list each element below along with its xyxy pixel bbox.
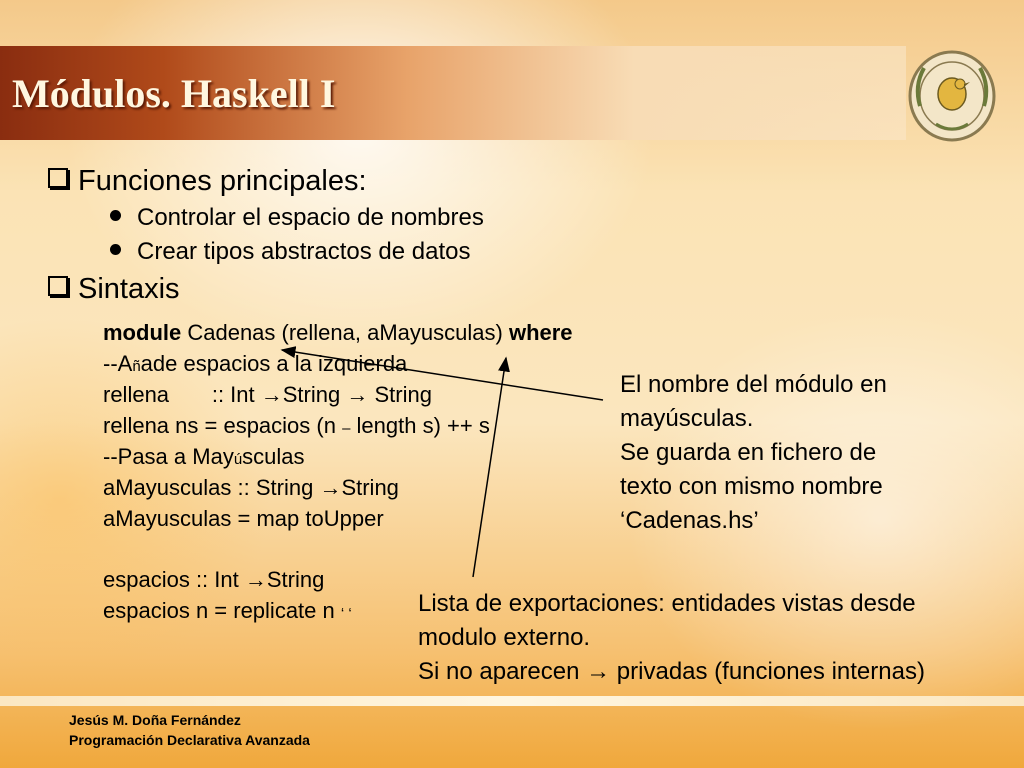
note-line: Lista de exportaciones: entidades vistas desde xyxy=(418,590,916,617)
slide-title: Módulos. Haskell I xyxy=(12,71,336,116)
keyword: where xyxy=(508,320,573,345)
code-text: String xyxy=(368,382,432,407)
code-text: – xyxy=(342,420,351,437)
footer-author: Jesús M. Doña Fernández xyxy=(69,712,241,728)
note-text: Si no aparecen xyxy=(418,658,587,685)
note-text: privadas (funciones internas) xyxy=(610,658,925,685)
code-text: String xyxy=(282,382,347,407)
code-text: Cadenas (rellena, aMayusculas) xyxy=(181,320,509,345)
arrow-to-module-name xyxy=(282,350,603,400)
bullet-text: Controlar el espacio de nombres xyxy=(137,204,484,231)
keyword: module xyxy=(103,320,182,345)
note-line: El nombre del módulo en xyxy=(620,371,887,398)
arrow-icon: → xyxy=(346,382,369,407)
code-text: aMayusculas :: String xyxy=(103,475,320,500)
section-funciones-label: Funciones principales: xyxy=(78,165,367,197)
code-text: --Pasa a May xyxy=(103,444,234,469)
code-text: rellena ns = espacios (n xyxy=(103,413,343,438)
bullet-text: Crear tipos abstractos de datos xyxy=(137,238,471,265)
code-text: ñ xyxy=(132,358,141,375)
code-text: --A xyxy=(103,351,133,376)
code-text: rellena :: Int xyxy=(103,382,261,407)
code-text: ú xyxy=(233,451,243,468)
note-line: modulo externo. xyxy=(418,624,591,651)
arrow-icon: → xyxy=(319,475,342,500)
note-line: mayúsculas. xyxy=(620,405,754,432)
arrow-icon: → xyxy=(260,382,283,407)
code-text: length s) ++ s xyxy=(350,413,490,438)
code-text: sculas xyxy=(242,444,305,469)
section-sintaxis-label: Sintaxis xyxy=(78,273,180,305)
code-text: ‘ ‘ xyxy=(340,605,352,622)
code-text: espacios n = replicate n xyxy=(103,598,341,623)
code-text: espacios :: Int xyxy=(103,567,245,592)
code-text: ade espacios a la izquierda xyxy=(140,351,408,376)
code-text: String xyxy=(266,567,325,592)
arrow-to-export-list xyxy=(473,358,506,577)
arrow-icon: → xyxy=(244,567,267,592)
footer-divider xyxy=(0,696,1024,706)
code-line: aMayusculas = map toUpper xyxy=(103,506,384,531)
note-line: Se guarda en fichero de xyxy=(620,439,877,466)
note-line: texto con mismo nombre xyxy=(620,473,883,500)
note-line: ‘Cadenas.hs’ xyxy=(620,507,759,534)
code-text: String xyxy=(341,475,399,500)
footer-course: Programación Declarativa Avanzada xyxy=(69,732,310,748)
arrow-icon: → xyxy=(586,658,611,685)
